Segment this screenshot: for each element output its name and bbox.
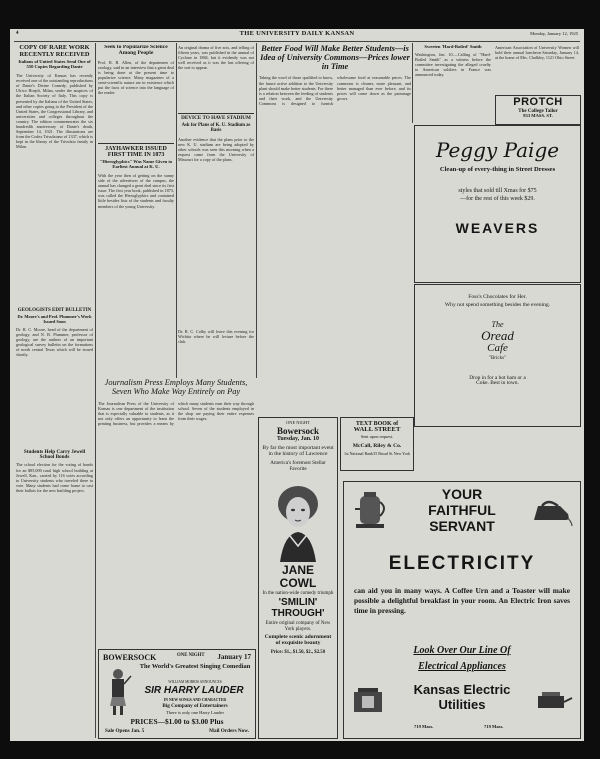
ad-line: Why not spend something besides the evening. <box>444 301 551 308</box>
waffle-iron-image <box>534 688 574 714</box>
ad-phone: 719 Mass. <box>484 724 504 729</box>
ad-theater: BOWERSOCK <box>103 653 157 662</box>
ad-address <box>341 451 413 456</box>
ad-mgmt: WILLIAM MORRIS ANNOUNCES <box>168 680 222 684</box>
ad-line: Sent upon request. <box>360 434 394 440</box>
column-rule <box>95 378 96 738</box>
masthead <box>10 29 584 41</box>
article-body: Another evidence that the plans prior to the new K. U. stadium are being adopted by other schools was seen this morning when a request came from the University of Missouri for a copy of the plans. <box>178 136 254 162</box>
newspaper-page <box>10 29 584 741</box>
ad-line: TEXT BOOK of <box>355 421 399 427</box>
kansas-electric-ad <box>343 481 581 739</box>
column-5 <box>415 45 491 121</box>
ad-date: January 17 <box>217 653 251 661</box>
protch-ad <box>495 95 581 125</box>
page-number: 4 <box>16 31 19 36</box>
article-body: Taking the word of those qualified to know, the future active addition to the University plant should make better students. For there is a relation between the feeding of students and their work, and the University Commons is designed to furnish wholesome food at reasonable prices. The commons is cleaner, more pleasant, and better managed than ever before, and its prices will come down as the patronage grows. <box>259 75 411 106</box>
column-1 <box>16 45 93 737</box>
journalism-article <box>98 379 254 647</box>
ad-name: PROTCH <box>513 96 563 108</box>
jane-cowl-ad <box>258 417 338 739</box>
masthead-rule <box>14 41 580 42</box>
ad-headline: ELECTRICITY <box>388 553 536 574</box>
article-headline: GEOLOGISTS EDIT BULLETIN <box>17 308 92 314</box>
ad-offer-price: —for the rest of this week $29. <box>460 196 535 203</box>
ad-line: By far the most important event in the history of Lawrence <box>262 445 334 458</box>
ad-date: Tuesday, Jan. 10 <box>276 436 320 443</box>
oread-cafe-ad <box>414 284 581 427</box>
ad-offer: styles that sold till Xmas for $75 <box>458 187 537 194</box>
ad-body: can aid you in many ways. A Coffee Urn and a Toaster will make possible a delightful breakfast in your room. An Electric Iron saves time in pressing. <box>354 586 570 615</box>
article-body: An original drama of five acts, and telling of fifteen years, was published in the annual of Cyclone in 1884, but it evidently was not well received as it was the last offering of the sort to appear. <box>178 45 254 71</box>
harry-lauder-ad <box>98 649 256 739</box>
ad-line: YOUR <box>441 486 483 502</box>
ad-name: SIR HARRY LAUDER <box>144 685 244 696</box>
article-headline: COPY OF RARE WORK RECENTLY RECEIVED <box>19 45 90 58</box>
toaster-image <box>350 686 388 716</box>
ad-name: The <box>491 319 504 329</box>
lauder-figure-image <box>103 666 133 716</box>
article-body: Prof. R. B. Allen, of the department of zoology, said in an interview that a great deal is being done at the present time to popularize science. Many magazines of a semi-scientific nature are in existence which put the facts of science into the language of the reader. <box>98 59 174 96</box>
ad-line: WALL STREET <box>353 426 401 434</box>
article-body: Washington, Jan. 10.—Calling of "Hard-Boiled Smith" as a witness before the committee investigating the alleged cruelty to American soldiers in France was announced today. <box>415 51 491 78</box>
ad-company: Utilities <box>438 697 486 712</box>
article-subhead: Italians of United States Send One of 550 Copies Regarding Dante <box>18 59 91 70</box>
ad-store: WEAVERS <box>455 219 540 236</box>
article-subhead: Ask for Plans of K. U. Stadium as Basis <box>181 123 251 134</box>
ad-play: 'SMILIN' <box>278 597 318 609</box>
iron-image <box>530 496 574 526</box>
ad-phone: 719 Mass. <box>414 724 434 729</box>
article-body: The Journalism Press of the University of Kansas is one department of the institution that is especially valuable to students, as it not only offers an opportunity to learn the printing business, but provides a means by which many students earn their way through school. Seven of the students employed in the shop are paying their entire expenses from their wages. <box>98 400 254 426</box>
column-rule <box>256 43 257 378</box>
article-headline: Students Help Carry Jewell School Bonds <box>23 448 86 461</box>
ad-prices: Price: $1., $1.50, $2., $2.50 <box>270 649 326 655</box>
ad-address-line: 55 Broad St. <box>373 450 394 456</box>
column-rule <box>95 43 96 378</box>
ad-line: Entire original company of New York players. <box>265 621 331 632</box>
faithful-servant-heading <box>394 486 530 534</box>
ad-tag: ONE NIGHT <box>177 653 205 658</box>
ad-line: SERVANT <box>429 518 495 534</box>
portrait-image <box>270 476 326 562</box>
peggy-paige-ad <box>414 125 581 283</box>
article-body: Dr. R. C. Moore, head of the department of geology, and N. B. Plummer, professor of geology, are the authors of an important geological survey bulletin on the formations of north central Texas which will be issued shortly. <box>16 326 93 358</box>
ad-address: 833 MASS. ST. <box>523 112 553 118</box>
article-subhead: Dr. Moore's and Prof. Plummer's Work Issued Soon <box>17 314 92 324</box>
ad-line: Foss's Chocolates for Her. <box>468 294 527 300</box>
company-name <box>392 682 532 712</box>
ad-footer: Sale Opens Jan. 5 <box>105 728 145 734</box>
article-headline: Sweeten 'Hard-Boiled' Smith <box>424 45 482 49</box>
ad-play: THROUGH' <box>271 607 325 619</box>
article-headline: Better Food Will Make Better Students—is Idea of University Commons—Prices lower in Time <box>260 45 410 71</box>
ad-address-line: New York <box>393 450 410 456</box>
ad-line: The World's Greatest Singing Comedian <box>139 663 251 670</box>
ad-line: Complete scenic adornment of exquisite beauty <box>264 633 332 646</box>
ad-line: America's foremost Stellar Favorite <box>270 460 326 472</box>
ad-name: Cafe <box>487 341 508 354</box>
ad-subtitle: The College Tailor <box>518 108 558 114</box>
article-headline: JAYHAWKER ISSUED FIRST TIME IN 1873 <box>98 143 174 159</box>
ad-theater: Bowersock <box>277 425 319 436</box>
ad-name: Oread <box>481 328 514 344</box>
commons-article <box>259 45 411 373</box>
ad-line: Big Company of Entertainers <box>162 703 228 709</box>
article-headline: Journalism Press Employs Many Students, Seven Who Make Way Entirely on Pay <box>104 379 248 396</box>
ad-look: Look Over Our Line Of <box>413 645 511 656</box>
ad-firm: McCall, Riley & Co. <box>352 442 402 449</box>
column-6 <box>495 45 579 95</box>
ad-footer: Mail Orders Now. <box>209 728 249 734</box>
ad-prices: PRICES—$1.00 to $3.00 Plus <box>130 717 224 726</box>
ad-line: There is only one Harry Lauder <box>165 710 225 715</box>
ad-line: FAITHFUL <box>428 502 496 518</box>
ad-company: Kansas Electric <box>413 682 511 697</box>
ad-subtitle: "Bricks" <box>488 356 507 362</box>
article-body: The school election for the voting of bonds for an $85,000 rural high school building at Jewell, Kan., carried by 116 votes according to University students who traveled there to vote. Many students had come home to cast their ballots for the new building project. <box>16 462 93 493</box>
ad-star: COWL <box>279 575 317 590</box>
ad-footer: Drop in for a hot ham or a <box>469 374 526 381</box>
ad-star: JANE <box>281 562 314 577</box>
column-rule <box>412 43 413 123</box>
column-rule <box>176 43 177 378</box>
column-3 <box>178 45 254 375</box>
ad-address-line: 1st National Bank <box>344 450 373 456</box>
masthead-date: Monday, January 12, 1925 <box>530 31 578 36</box>
article-body: The University of Kansas has recently received one of the outstanding reproductions of Dante's Divine Comedy, published by Ulrico Hoepli, Milan, under the auspices of the Italian Society of Italy. This copy is presented by the Italians of the United States, and other copies going to the President of the United States, the Congressional Library, and universities and colleges throughout the country. The edition commemorates the six hundredth anniversary of Dante's death, September 14, 1921. The illustrations are from the Codex Trivulziano of 1337, which is kept in the library of the Trivulzio family in Milan. <box>16 73 93 150</box>
ad-look: Electrical Appliances <box>418 661 506 672</box>
column-2 <box>98 45 174 375</box>
masthead-title: THE UNIVERSITY DAILY KANSAN <box>239 30 355 37</box>
ad-footer: Coke. Best in town. <box>476 380 519 387</box>
textbook-ad <box>340 417 414 471</box>
article-subhead: "Hieroglyphics" Was Name Given to Earliest Annual at K. U. <box>99 159 173 170</box>
article-headline: Seek to Popularize Science Among People <box>104 45 168 56</box>
coffee-urn-image <box>350 488 390 534</box>
ad-label: ONE NIGHT <box>286 420 310 425</box>
ad-brand: Peggy Paige <box>435 138 560 162</box>
ad-tagline: Clean-up of every-thing in Street Dresses <box>439 166 556 173</box>
article-body: Dr. R. C. Colby will leave this evening for Wichita where he will lecture before the club. <box>178 328 254 344</box>
article-body: With the year then of getting on the sunny side of the advertisers of the campus, the annual has changed a great deal since its first issue. The first year book, published in 1873, was called the Hieroglyphics and contained little besides lists of the students and faculty members of the young University. <box>98 172 174 209</box>
ad-sub: IN NEW SONGS AND CHARACTER <box>163 698 227 702</box>
ad-line: In the nation-wide comedy triumph <box>262 591 334 597</box>
article-body: American Association of University Women will hold their annual luncheon Saturday, January 14, at the home of Mrs. Chalkley, 1121 Ohio Street. <box>495 45 579 61</box>
article-headline: DEVICE TO HAVE STADIUM <box>178 113 254 121</box>
